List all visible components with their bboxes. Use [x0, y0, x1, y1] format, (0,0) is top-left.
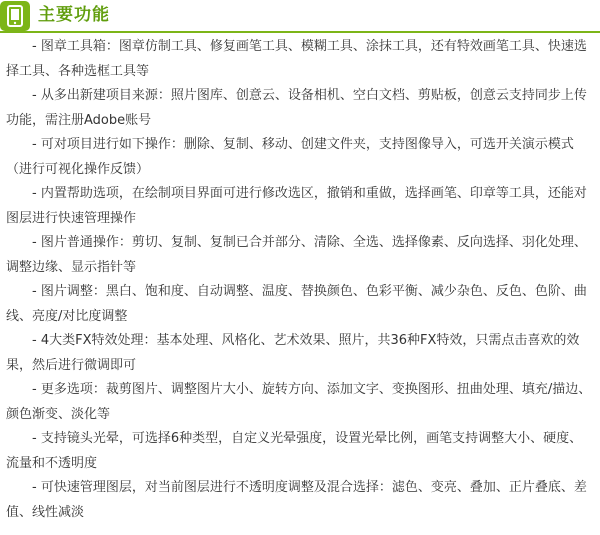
header-divider — [0, 31, 600, 33]
feature-item-project-sources: - 从多出新建项目来源：照片图库、创意云、设备相机、空白文档、剪贴板，创意云支持同步上传功能，需注册Adobe账号 — [6, 88, 587, 128]
feature-item-layer-management: - 可快速管理图层，对当前图层进行不透明度调整及混合选择：滤色、变亮、叠加、正片叠底、差值、线性减淡 — [6, 480, 587, 520]
smartphone-icon — [0, 1, 30, 31]
section-header — [0, 0, 600, 33]
feature-item-more-options: - 更多选项：裁剪图片、调整图片大小、旋转方向、添加文字、变换图形、扭曲处理、填充/描边、颜色渐变、淡化等 — [6, 382, 592, 422]
feature-list — [0, 35, 600, 525]
feature-item-help-options: - 内置帮助选项，在绘制项目界面可进行修改选区，撤销和重做，选择画笔、印章等工具，还能对图层进行快速管理操作 — [6, 186, 587, 226]
feature-item-project-operations: - 可对项目进行如下操作：删除、复制、移动、创建文件夹，支持图像导入，可选开关演示模式（进行可视化操作反馈） — [6, 137, 574, 177]
feature-item-image-adjustments: - 图片调整：黑白、饱和度、自动调整、温度、替换颜色、色彩平衡、减少杂色、反色、色阶、曲线、亮度/对比度调整 — [6, 284, 587, 324]
smartphone-glyph — [7, 5, 23, 27]
feature-item-stamp-tools: - 图章工具箱：图章仿制工具、修复画笔工具、模糊工具、涂抹工具，还有特效画笔工具、快速选择工具、各种选框工具等 — [6, 39, 587, 79]
feature-item-fx-effects: - 4大类FX特效处理：基本处理、风格化、艺术效果、照片，共36种FX特效，只需点击喜欢的效果，然后进行微调即可 — [6, 333, 580, 373]
feature-item-basic-operations: - 图片普通操作：剪切、复制、复制已合并部分、清除、全选、选择像素、反向选择、羽化处理、调整边缘、显示指针等 — [6, 235, 587, 275]
section-title: 主要功能 — [38, 5, 110, 25]
feature-item-lens-flare: - 支持镜头光晕，可选择6种类型，自定义光晕强度，设置光晕比例，画笔支持调整大小、硬度、流量和不透明度 — [6, 431, 583, 471]
